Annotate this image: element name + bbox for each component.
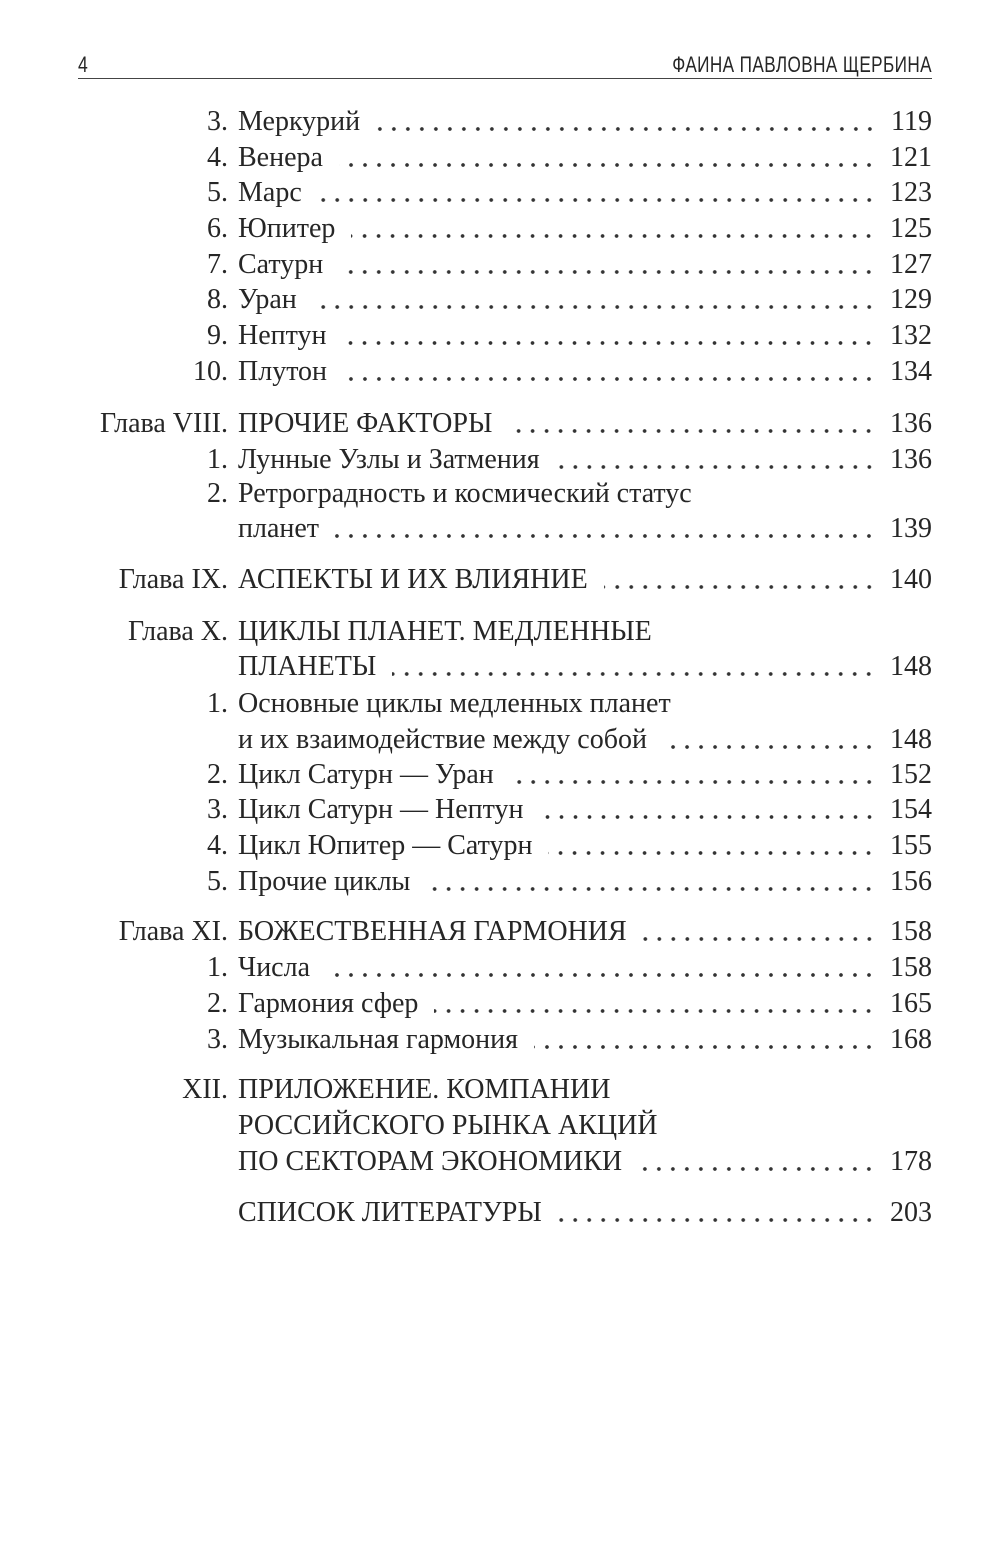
toc-entry (193, 355, 932, 389)
toc-entry-continued (238, 512, 932, 546)
toc-page: 139 (890, 513, 932, 544)
toc-title: СПИСОК ЛИТЕРАТУРЫ (238, 1197, 542, 1228)
toc-entry (207, 176, 932, 210)
toc-entry (207, 141, 932, 175)
toc-entry (207, 987, 932, 1021)
dot-leader (318, 197, 876, 203)
dot-leader (339, 269, 876, 275)
toc-prefix: 5. (207, 177, 228, 208)
dot-leader (335, 533, 876, 539)
toc-page: 140 (890, 564, 932, 595)
dot-leader (313, 304, 876, 310)
toc-entry (207, 1023, 932, 1057)
toc-title: ПРОЧИЕ ФАКТОРЫ (238, 408, 493, 439)
toc-entry (207, 951, 932, 985)
toc-chapter (128, 615, 932, 649)
toc-page: 152 (890, 759, 932, 790)
toc-entry (207, 758, 932, 792)
toc-entry (207, 105, 932, 139)
toc-prefix: 5. (207, 866, 228, 897)
toc-entry (207, 283, 932, 317)
dot-leader (663, 744, 876, 750)
dot-leader (643, 936, 876, 942)
toc-page: 156 (890, 866, 932, 897)
toc-page: 134 (890, 356, 932, 387)
dot-leader (343, 376, 876, 382)
toc-prefix: 9. (207, 320, 228, 351)
toc-page: 136 (890, 408, 932, 439)
dot-leader (510, 779, 876, 785)
dot-leader (326, 972, 876, 978)
toc-page: 178 (890, 1146, 932, 1177)
toc-title: Цикл Сатурн — Нептун (238, 794, 524, 825)
toc-prefix: 2. (207, 759, 228, 790)
toc-page: 132 (890, 320, 932, 351)
toc-chapter (238, 1196, 932, 1230)
toc-chapter-continued (238, 1109, 932, 1143)
toc-entry (207, 865, 932, 899)
toc-title: Нептун (238, 320, 327, 351)
toc-prefix: 4. (207, 142, 228, 173)
toc-title: Марс (238, 177, 302, 208)
dot-leader (392, 671, 876, 677)
toc-entry (207, 793, 932, 827)
header-rule (78, 78, 932, 79)
toc-page: 168 (890, 1024, 932, 1055)
toc-title-line: Ретроградность и космический статус (238, 478, 692, 509)
toc-prefix: Глава XI. (118, 916, 228, 947)
toc-title: Числа (238, 952, 311, 983)
toc-title: Меркурий (238, 106, 361, 137)
toc-title: Прочие циклы (238, 866, 411, 897)
toc-title: Лунные Узлы и Затмения (238, 444, 540, 475)
toc-title-line: и их взаимодействие между собой (238, 724, 647, 755)
toc-title: БОЖЕСТВЕННАЯ ГАРМОНИЯ (238, 916, 627, 947)
toc-title: Цикл Юпитер — Сатурн (238, 830, 533, 861)
toc-prefix: Глава VIII. (100, 408, 228, 439)
toc-title: Гармония сфер (238, 988, 419, 1019)
toc-chapter (118, 563, 932, 597)
toc-prefix: Глава IX. (118, 564, 228, 595)
dot-leader (534, 1044, 876, 1050)
toc-title-line: Основные циклы медленных планет (238, 688, 671, 719)
toc-entry (207, 212, 932, 246)
toc-page: 154 (890, 794, 932, 825)
toc-prefix: 6. (207, 213, 228, 244)
toc-chapter (100, 407, 932, 441)
dot-leader (548, 850, 876, 856)
toc-prefix: 1. (207, 444, 228, 475)
toc-title-line: планет (238, 513, 320, 544)
toc-prefix: 8. (207, 284, 228, 315)
toc-entry (207, 443, 932, 477)
toc-page: 158 (890, 916, 932, 947)
toc-entry (207, 687, 932, 721)
toc-title: Плутон (238, 356, 328, 387)
dot-leader (558, 1217, 876, 1223)
dot-leader (339, 162, 876, 168)
toc-page: 129 (890, 284, 932, 315)
dot-leader (508, 428, 876, 434)
toc-prefix: 2. (207, 478, 228, 509)
toc-prefix: Глава X. (128, 616, 228, 647)
toc-page: 127 (890, 249, 932, 280)
dot-leader (342, 340, 876, 346)
toc-title-line: ПО СЕКТОРАМ ЭКОНОМИКИ (238, 1146, 623, 1177)
toc-title: Уран (238, 284, 297, 315)
toc-page: 155 (890, 830, 932, 861)
toc-chapter (182, 1073, 932, 1107)
toc-entry (207, 319, 932, 353)
toc-title: Сатурн (238, 249, 324, 280)
toc-prefix: 3. (207, 1024, 228, 1055)
toc-chapter-continued (238, 1145, 932, 1179)
toc-prefix: 1. (207, 688, 228, 719)
running-title: ФАИНА ПАВЛОВНА ЩЕРБИНА (672, 52, 932, 77)
toc-chapter-continued (238, 650, 932, 684)
dot-leader (540, 814, 877, 820)
dot-leader (604, 584, 876, 590)
toc-prefix: 4. (207, 830, 228, 861)
dot-leader (426, 886, 876, 892)
dot-leader (376, 126, 877, 132)
toc-title-line: РОССИЙСКОГО РЫНКА АКЦИЙ (238, 1110, 658, 1141)
toc-title: Венера (238, 142, 323, 173)
toc-page: 136 (890, 444, 932, 475)
toc-page: 119 (891, 106, 932, 137)
page-number: 4 (78, 52, 88, 77)
toc-prefix: 7. (207, 249, 228, 280)
toc-page: 121 (890, 142, 932, 173)
toc-prefix: 3. (207, 794, 228, 825)
toc-entry (207, 477, 932, 511)
toc-prefix: 10. (193, 356, 228, 387)
toc-page: 165 (890, 988, 932, 1019)
toc-entry-continued (238, 723, 932, 757)
toc-prefix: 1. (207, 952, 228, 983)
dot-leader (638, 1166, 876, 1172)
toc-title-line: ПЛАНЕТЫ (238, 651, 377, 682)
toc-chapter (118, 915, 932, 949)
toc-title: Музыкальная гармония (238, 1024, 519, 1055)
toc-page: 123 (890, 177, 932, 208)
toc-page: 203 (890, 1197, 932, 1228)
toc-prefix: 2. (207, 988, 228, 1019)
toc-page: 158 (890, 952, 932, 983)
toc-prefix: XII. (182, 1074, 228, 1105)
toc-page: 148 (890, 651, 932, 682)
dot-leader (351, 233, 876, 239)
toc-title: АСПЕКТЫ И ИХ ВЛИЯНИЕ (238, 564, 588, 595)
toc-title-line: ПРИЛОЖЕНИЕ. КОМПАНИИ (238, 1074, 611, 1105)
toc-title: Цикл Сатурн — Уран (238, 759, 494, 790)
dot-leader (556, 464, 876, 470)
toc-page: 148 (890, 724, 932, 755)
toc-page: 125 (890, 213, 932, 244)
toc-title-line: ЦИКЛЫ ПЛАНЕТ. МЕДЛЕННЫЕ (238, 616, 652, 647)
toc-entry (207, 248, 932, 282)
toc-prefix: 3. (207, 106, 228, 137)
toc-title: Юпитер (238, 213, 336, 244)
toc-entry (207, 829, 932, 863)
dot-leader (434, 1008, 876, 1014)
